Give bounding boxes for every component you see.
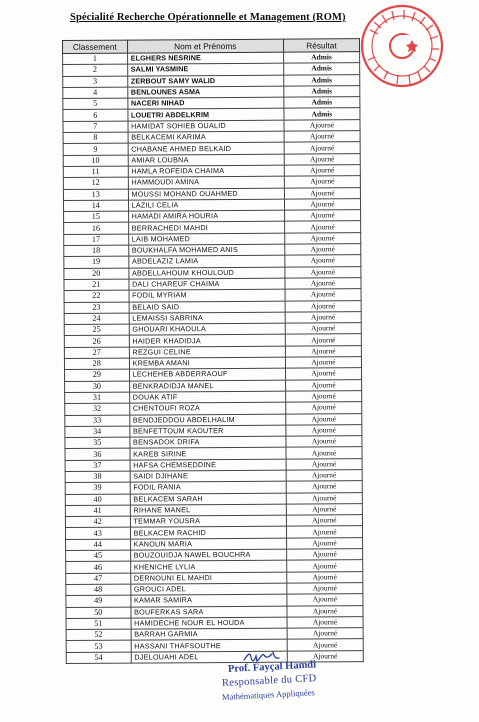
result-cell: Ajourné bbox=[285, 357, 361, 369]
name-cell: BOUZOUIDJA NAWEL BOUCHRA bbox=[130, 549, 286, 561]
name-cell: BENKRADIDJA MANEL bbox=[129, 380, 285, 392]
name-cell: TEMMAR YOUSRA bbox=[130, 515, 286, 527]
name-cell: LECHEHEB ABDERRAOUF bbox=[129, 368, 285, 380]
result-cell: Ajourné bbox=[287, 628, 363, 640]
rank-cell: 10 bbox=[63, 155, 128, 167]
result-cell: Ajourné bbox=[286, 492, 362, 504]
result-cell: Ajourné bbox=[286, 481, 362, 493]
rank-cell: 1 bbox=[63, 53, 128, 65]
rank-cell: 26 bbox=[64, 336, 129, 348]
name-cell: ZERBOUT SAMY WALID bbox=[127, 75, 283, 87]
result-cell: Ajourné bbox=[284, 153, 360, 165]
rank-cell: 3 bbox=[63, 76, 128, 88]
result-cell: Ajourné bbox=[287, 605, 363, 617]
result-cell: Ajourné bbox=[284, 210, 360, 222]
rank-cell: 20 bbox=[64, 268, 129, 280]
result-cell: Ajourné bbox=[286, 526, 362, 538]
result-cell: Ajourné bbox=[285, 334, 361, 346]
result-cell: Ajourné bbox=[284, 119, 360, 131]
name-cell: BERRACHEDI MAHDI bbox=[128, 222, 284, 234]
name-cell: KAMAR SAMIRA bbox=[130, 594, 286, 606]
table-body bbox=[63, 52, 364, 664]
result-cell: Ajourné bbox=[285, 368, 361, 380]
rank-cell: 53 bbox=[66, 641, 131, 653]
name-cell: AMIAR LOUBNA bbox=[128, 154, 284, 166]
result-cell: Ajourné bbox=[285, 289, 361, 301]
table-row bbox=[66, 650, 363, 663]
result-cell: Admis bbox=[284, 63, 360, 75]
rank-cell: 2 bbox=[63, 64, 128, 76]
name-cell: BELKACEMI KARIMA bbox=[128, 131, 284, 143]
result-cell: Admis bbox=[284, 86, 360, 98]
name-cell: BELAID SAID bbox=[129, 301, 285, 313]
result-cell: Ajourné bbox=[285, 323, 361, 335]
result-cell: Ajourné bbox=[285, 266, 361, 278]
rank-cell: 46 bbox=[66, 561, 131, 573]
rank-cell: 52 bbox=[66, 629, 131, 641]
rank-cell: 43 bbox=[65, 528, 130, 540]
rank-cell: 28 bbox=[64, 358, 129, 370]
result-cell: Ajourné bbox=[285, 312, 361, 324]
official-seal-icon bbox=[352, 2, 450, 92]
signature-role: Responsable du CFD bbox=[221, 673, 317, 689]
rank-cell: 37 bbox=[65, 460, 130, 472]
name-cell: HAMLA ROFEIDA CHAIMA bbox=[128, 165, 284, 177]
rank-cell: 7 bbox=[63, 121, 128, 133]
rank-cell: 38 bbox=[65, 471, 130, 483]
name-cell: BENSADOK DRIFA bbox=[130, 436, 286, 448]
rank-cell: 6 bbox=[63, 110, 128, 122]
results-table bbox=[62, 38, 364, 664]
rank-cell: 23 bbox=[64, 302, 129, 314]
rank-cell: 15 bbox=[64, 211, 129, 223]
rank-cell: 29 bbox=[65, 369, 130, 381]
name-cell: SALMI YASMINE bbox=[127, 63, 283, 75]
name-cell: LAIB MOHAMED bbox=[128, 233, 284, 245]
name-cell: BOUFERKAS SARA bbox=[131, 606, 287, 618]
name-cell: HAMIDECHE NOUR EL HOUDA bbox=[131, 617, 287, 629]
rank-cell: 9 bbox=[63, 143, 128, 155]
column-header-rank: Classement bbox=[63, 40, 128, 53]
result-cell: Ajourné bbox=[287, 583, 363, 595]
name-cell: BELKACEM RACHID bbox=[130, 527, 286, 539]
result-cell: Ajourné bbox=[285, 244, 361, 256]
name-cell: HAFSA CHEMSEDDINE bbox=[130, 459, 286, 471]
name-cell: ELGHERS NESRINE bbox=[127, 52, 283, 64]
rank-cell: 51 bbox=[66, 618, 131, 630]
result-cell: Admis bbox=[284, 108, 360, 120]
rank-cell: 12 bbox=[63, 177, 128, 189]
rank-cell: 8 bbox=[63, 132, 128, 144]
result-cell: Ajourné bbox=[286, 458, 362, 470]
result-cell: Ajourné bbox=[285, 221, 361, 233]
name-cell: BENDJEDDOU ABDELHALIM bbox=[129, 414, 285, 426]
rank-cell: 30 bbox=[65, 381, 130, 393]
result-cell: Ajourné bbox=[284, 199, 360, 211]
result-cell: Ajourné bbox=[284, 176, 360, 188]
result-cell: Ajourné bbox=[286, 537, 362, 549]
result-cell: Ajourné bbox=[284, 187, 360, 199]
name-cell: BENFETTOUM KAOUTER bbox=[129, 425, 285, 437]
rank-cell: 44 bbox=[66, 539, 131, 551]
result-cell: Ajourné bbox=[285, 255, 361, 267]
result-cell: Ajourné bbox=[287, 560, 363, 572]
result-cell: Ajourné bbox=[286, 504, 362, 516]
result-cell: Ajourné bbox=[284, 165, 360, 177]
name-cell: LAZILI CELIA bbox=[128, 199, 284, 211]
rank-cell: 39 bbox=[65, 482, 130, 494]
result-cell: Ajourné bbox=[285, 300, 361, 312]
result-cell: Ajourné bbox=[286, 515, 362, 527]
rank-cell: 4 bbox=[63, 87, 128, 99]
name-cell: MOUSSI MOHAND OUAHMED bbox=[128, 188, 284, 200]
rank-cell: 11 bbox=[63, 166, 128, 178]
result-cell: Ajourné bbox=[286, 470, 362, 482]
result-cell: Ajourné bbox=[285, 278, 361, 290]
name-cell: BARRAH GARMIA bbox=[131, 628, 287, 640]
result-cell: Ajourné bbox=[287, 617, 363, 629]
name-cell: RIHANE MANEL bbox=[130, 504, 286, 516]
result-cell: Ajourné bbox=[286, 447, 362, 459]
rank-cell: 48 bbox=[66, 584, 131, 596]
name-cell: BOUKHALFA MOHAMED ANIS bbox=[128, 244, 284, 256]
rank-cell: 16 bbox=[64, 223, 129, 235]
name-cell: FODIL MYRIAM bbox=[129, 289, 285, 301]
rank-cell: 25 bbox=[64, 324, 129, 336]
result-cell: Ajourné bbox=[287, 549, 363, 561]
result-cell: Ajourné bbox=[285, 345, 361, 357]
name-cell: HASSANI THAFSOUTHE bbox=[131, 640, 287, 652]
rank-cell: 35 bbox=[65, 437, 130, 449]
column-header-name: Nom et Prénoms bbox=[127, 39, 283, 53]
rank-cell: 21 bbox=[64, 279, 129, 291]
result-cell: Admis bbox=[284, 74, 360, 86]
rank-cell: 18 bbox=[64, 245, 129, 257]
name-cell: BENLOUNES ASMA bbox=[127, 86, 283, 98]
rank-cell: 5 bbox=[63, 98, 128, 110]
result-cell: Ajourné bbox=[287, 639, 363, 651]
name-cell: BELKACEM SARAH bbox=[130, 493, 286, 505]
rank-cell: 19 bbox=[64, 256, 129, 268]
name-cell: ABDELLAHOUM KHOULOUD bbox=[128, 267, 284, 279]
result-cell: Ajourné bbox=[286, 391, 362, 403]
rank-cell: 32 bbox=[65, 403, 130, 415]
name-cell: GHOUARI KHAOULA bbox=[129, 323, 285, 335]
name-cell: NACERI NIHAD bbox=[127, 97, 283, 109]
result-cell: Admis bbox=[283, 52, 359, 64]
name-cell: KHENICHE LYLIA bbox=[130, 560, 286, 572]
rank-cell: 34 bbox=[65, 426, 130, 438]
name-cell: HAMADI AMIRA HOURIA bbox=[128, 210, 284, 222]
name-cell: CHENTOUFI ROZA bbox=[129, 402, 285, 414]
name-cell: HAMIDAT SOHIEB OUALID bbox=[128, 120, 284, 132]
column-header-result: Résultat bbox=[283, 39, 359, 52]
rank-cell: 49 bbox=[66, 595, 131, 607]
name-cell: KANOUN MARIA bbox=[130, 538, 286, 550]
rank-cell: 45 bbox=[66, 550, 131, 562]
name-cell: DOUAK ATIF bbox=[129, 391, 285, 403]
name-cell: GROUCI ADEL bbox=[130, 583, 286, 595]
rank-cell: 33 bbox=[65, 415, 130, 427]
rank-cell: 54 bbox=[66, 652, 131, 664]
name-cell: HAIDER KHADIDJA bbox=[129, 335, 285, 347]
rank-cell: 22 bbox=[64, 290, 129, 302]
result-cell: Ajourné bbox=[287, 594, 363, 606]
name-cell: DJELOUAHI ADEL bbox=[131, 651, 287, 663]
name-cell: SAIDI DJIHANE bbox=[130, 470, 286, 482]
document-title: Spécialité Recherche Opérationnelle et Management (ROM) bbox=[70, 12, 346, 23]
name-cell: ABDELAZIZ LAMIA bbox=[128, 255, 284, 267]
name-cell: CHABANE AHMED BELKAID bbox=[128, 143, 284, 155]
name-cell: KREMBA AMANI bbox=[129, 357, 285, 369]
name-cell: LEMAISSI SABRINA bbox=[129, 312, 285, 324]
result-cell: Admis bbox=[284, 97, 360, 109]
rank-cell: 47 bbox=[66, 573, 131, 585]
name-cell: REZGUI CELINE bbox=[129, 346, 285, 358]
rank-cell: 17 bbox=[64, 234, 129, 246]
result-cell: Ajourné bbox=[285, 379, 361, 391]
rank-cell: 40 bbox=[65, 494, 130, 506]
name-cell: DERNOUNI EL MAHDI bbox=[130, 572, 286, 584]
name-cell: HAMMOUDI AMINA bbox=[128, 176, 284, 188]
rank-cell: 31 bbox=[65, 392, 130, 404]
rank-cell: 13 bbox=[63, 189, 128, 201]
result-cell: Ajourné bbox=[286, 436, 362, 448]
rank-cell: 36 bbox=[65, 448, 130, 460]
rank-cell: 24 bbox=[64, 313, 129, 325]
rank-cell: 14 bbox=[63, 200, 128, 212]
name-cell: LOUETRI ABDELKRIM bbox=[128, 109, 284, 121]
result-cell: Ajourné bbox=[285, 232, 361, 244]
signature-department: Mathématiques Appliquées bbox=[221, 687, 315, 702]
result-cell: Ajourné bbox=[286, 413, 362, 425]
name-cell: DALI CHAREUF CHAIMA bbox=[129, 278, 285, 290]
result-cell: Ajourné bbox=[284, 131, 360, 143]
result-cell: Ajourné bbox=[287, 571, 363, 583]
name-cell: FODIL RANIA bbox=[130, 481, 286, 493]
name-cell: KAREB SIRINE bbox=[130, 448, 286, 460]
rank-cell: 50 bbox=[66, 607, 131, 619]
rank-cell: 27 bbox=[64, 347, 129, 359]
result-cell: Ajourné bbox=[284, 142, 360, 154]
result-cell: Ajourné bbox=[287, 650, 363, 662]
result-cell: Ajourné bbox=[286, 424, 362, 436]
result-cell: Ajourné bbox=[286, 402, 362, 414]
rank-cell: 41 bbox=[65, 505, 130, 517]
rank-cell: 42 bbox=[65, 516, 130, 528]
signature-name: Prof. Fayçal Hamdi bbox=[227, 659, 317, 675]
